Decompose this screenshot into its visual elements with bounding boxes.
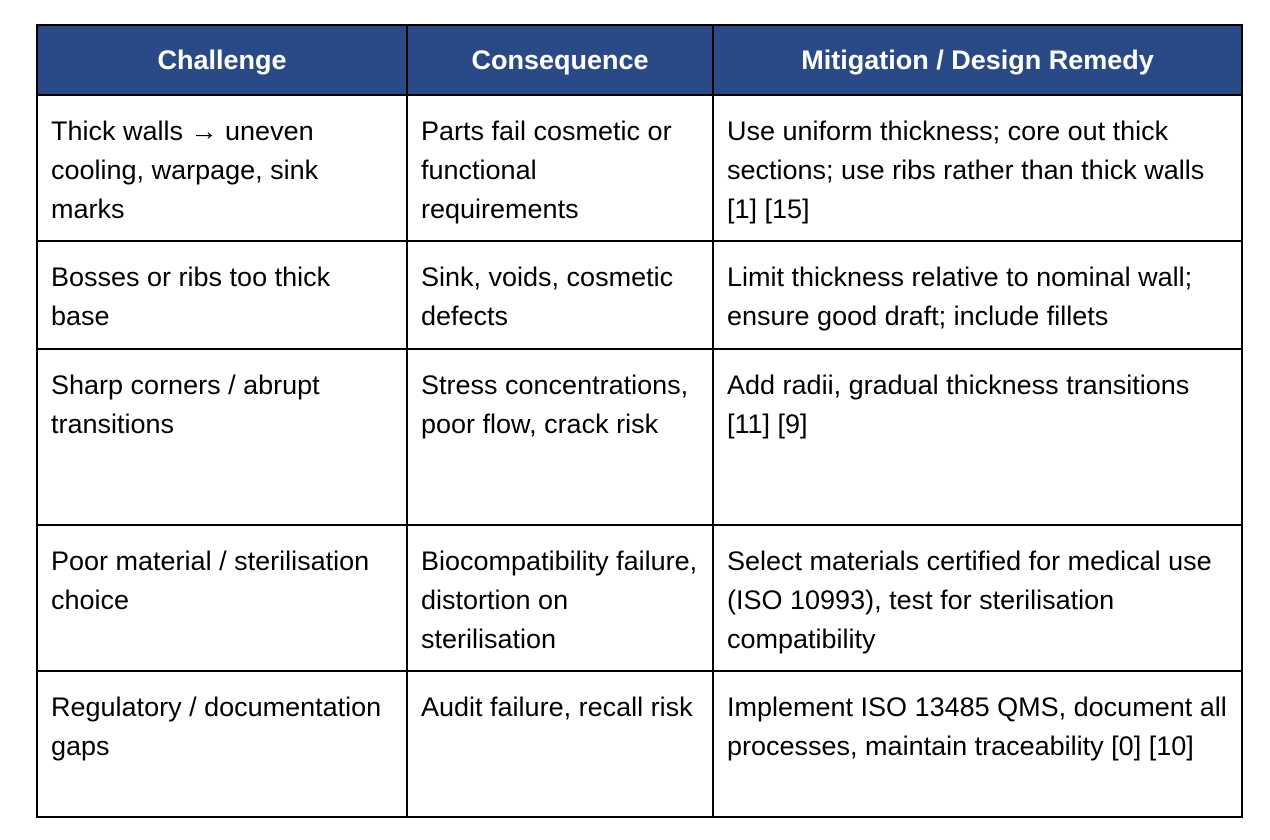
cell-challenge: Poor material / sterilisation choice (37, 525, 407, 671)
cell-mitigation: Use uniform thickness; core out thick sections; use ribs rather than thick walls [1] [15] (713, 95, 1242, 241)
table-header-row (37, 25, 1242, 95)
cell-consequence: Parts fail cosmetic or functional requirements (407, 95, 713, 241)
cell-challenge: Regulatory / documentation gaps (37, 671, 407, 817)
cell-challenge: Sharp corners / abrupt transitions (37, 349, 407, 525)
cell-mitigation: Limit thickness relative to nominal wall; ensure good draft; include fillets (713, 241, 1242, 349)
cell-challenge: Bosses or ribs too thick base (37, 241, 407, 349)
design-challenges-table-container (36, 24, 1243, 818)
table-row (37, 671, 1242, 817)
table-row (37, 95, 1242, 241)
cell-challenge: Thick walls → uneven cooling, warpage, sink marks (37, 95, 407, 241)
cell-consequence: Audit failure, recall risk (407, 671, 713, 817)
cell-consequence: Biocompatibility failure, distortion on sterilisation (407, 525, 713, 671)
cell-consequence: Stress concentrations, poor flow, crack risk (407, 349, 713, 525)
design-challenges-table (36, 24, 1243, 818)
table-row (37, 349, 1242, 525)
table-row (37, 525, 1242, 671)
cell-consequence: Sink, voids, cosmetic defects (407, 241, 713, 349)
cell-mitigation: Add radii, gradual thickness transitions [11] [9] (713, 349, 1242, 525)
table-row (37, 241, 1242, 349)
cell-mitigation: Select materials certified for medical use (ISO 10993), test for sterilisation compatibility (713, 525, 1242, 671)
cell-mitigation: Implement ISO 13485 QMS, document all processes, maintain traceability [0] [10] (713, 671, 1242, 817)
column-header-mitigation: Mitigation / Design Remedy (713, 25, 1242, 95)
column-header-consequence: Consequence (407, 25, 713, 95)
column-header-challenge: Challenge (37, 25, 407, 95)
